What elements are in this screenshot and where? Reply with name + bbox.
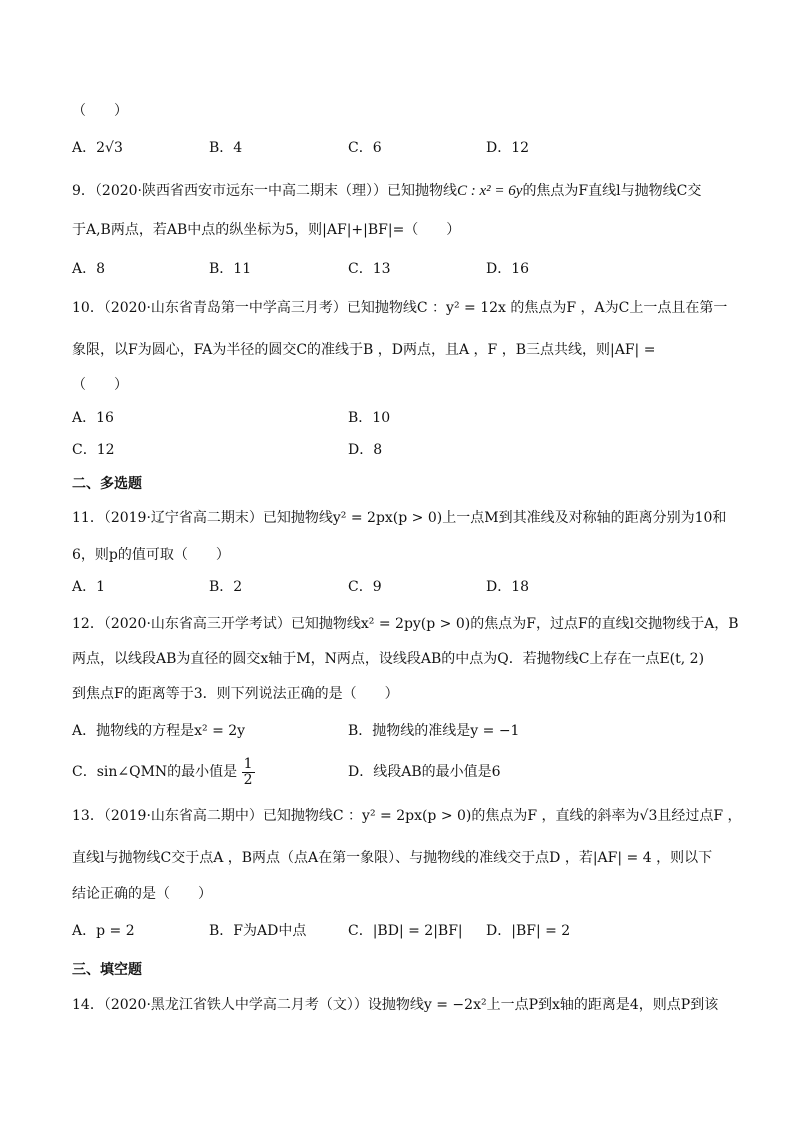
q10-stem-line1: 10．（2020·山东省青岛第一中学高三月考）已知抛物线C ：y² = 12x 的焦点为F ，A为C上一点且在第一	[72, 300, 728, 316]
q9-stem-equation: C : x² = 6y	[457, 183, 523, 199]
q8-option-b: B．4	[209, 140, 243, 156]
q9-stem-line2: 于A,B两点，若AB中点的纵坐标为5，则|AF|+|BF|=（ ）	[72, 222, 461, 238]
q12-stem-line1: 12．（2020·山东省高三开学考试）已知抛物线x² = 2py(p > 0)的焦点为F，过点F的直线l交抛物线于A，B	[72, 616, 739, 632]
q13-stem-line2: 直线l与抛物线C交于点A ，B两点（点A在第一象限）、与抛物线的准线交于点D ，若|AF| = 4 ，则以下	[72, 850, 713, 866]
q13-option-d: D．|BF| = 2	[486, 923, 571, 939]
q9-stem-line1	[72, 181, 701, 201]
q12-option-c-text: C．sin∠QMN的最小值是	[72, 764, 238, 780]
q10-option-b: B．10	[348, 410, 391, 426]
q10-option-a: A．16	[72, 410, 114, 426]
q8-option-c: C．6	[348, 140, 382, 156]
q8-answer-paren: （ ）	[72, 103, 128, 119]
q10-stem-line3: （ ）	[72, 377, 128, 393]
q12-stem-line2: 两点，以线段AB为直径的圆交x轴于M，N两点，设线段AB的中点为Q．若抛物线C上存在一点E(t, 2)	[72, 651, 705, 667]
q11-option-d: D．18	[486, 579, 530, 595]
q9-option-a: A．8	[72, 261, 106, 277]
q8-option-a	[72, 138, 123, 158]
q13-stem-line1: 13．（2019·山东省高二期中）已知抛物线C ：y² = 2px(p > 0)的焦点为F ，直线的斜率为√3且经过点F ，	[72, 808, 742, 824]
q9-option-b: B．11	[209, 261, 252, 277]
q8-option-a-value: 2√3	[96, 140, 123, 156]
q12-option-a: A．抛物线的方程是x² = 2y	[72, 723, 246, 739]
q12-option-c-denominator: 2	[243, 771, 253, 788]
q11-option-c: C．9	[348, 579, 382, 595]
q9-option-c: C．13	[348, 261, 391, 277]
q12-option-c-fraction	[242, 757, 255, 788]
q8-option-d: D．12	[486, 140, 530, 156]
q12-option-c-numerator: 1	[243, 755, 253, 772]
q12-stem-line3: 到焦点F的距离等于3．则下列说法正确的是（ ）	[72, 686, 399, 702]
q14-stem-line1: 14．（2020·黑龙江省铁人中学高二月考（文））设抛物线y = −2x²上一点P到x轴的距离是4，则点P到该	[72, 997, 719, 1013]
q9-option-d: D．16	[486, 261, 530, 277]
q10-stem-line2: 象限，以F为圆心，FA为半径的圆交C的准线于B ，D两点，且A ，F ，B三点共线，则|AF| =	[72, 342, 656, 358]
q11-stem-line2: 6，则p的值可取（ ）	[72, 547, 230, 563]
q10-option-d: D．8	[348, 442, 383, 458]
q11-stem-line1: 11．（2019·辽宁省高二期末）已知抛物线y² = 2px(p > 0)上一点M到其准线及对称轴的距离分别为10和	[72, 510, 727, 526]
q13-option-b: B．F为AD中点	[209, 923, 307, 939]
q13-stem-line3: 结论正确的是（ ）	[72, 886, 212, 902]
section-heading-fill-in: 三、填空题	[72, 962, 142, 978]
q12-option-c	[72, 755, 255, 789]
q11-option-b: B．2	[209, 579, 243, 595]
q13-option-a: A．p = 2	[72, 923, 135, 939]
q9-stem-suffix: 的焦点为F直线l与抛物线C交	[522, 183, 702, 199]
section-heading-multiple-choice: 二、多选题	[72, 476, 142, 492]
q11-option-a: A．1	[72, 579, 106, 595]
q12-option-d: D．线段AB的最小值是6	[348, 764, 501, 780]
q9-stem-prefix: 9．（2020·陕西省西安市远东一中高二期末（理））已知抛物线	[72, 183, 457, 199]
q12-option-b: B．抛物线的准线是y = −1	[348, 723, 520, 739]
q10-option-c: C．12	[72, 442, 115, 458]
q13-option-c: C．|BD| = 2|BF|	[348, 923, 463, 939]
q8-option-a-text: A．	[72, 140, 97, 156]
